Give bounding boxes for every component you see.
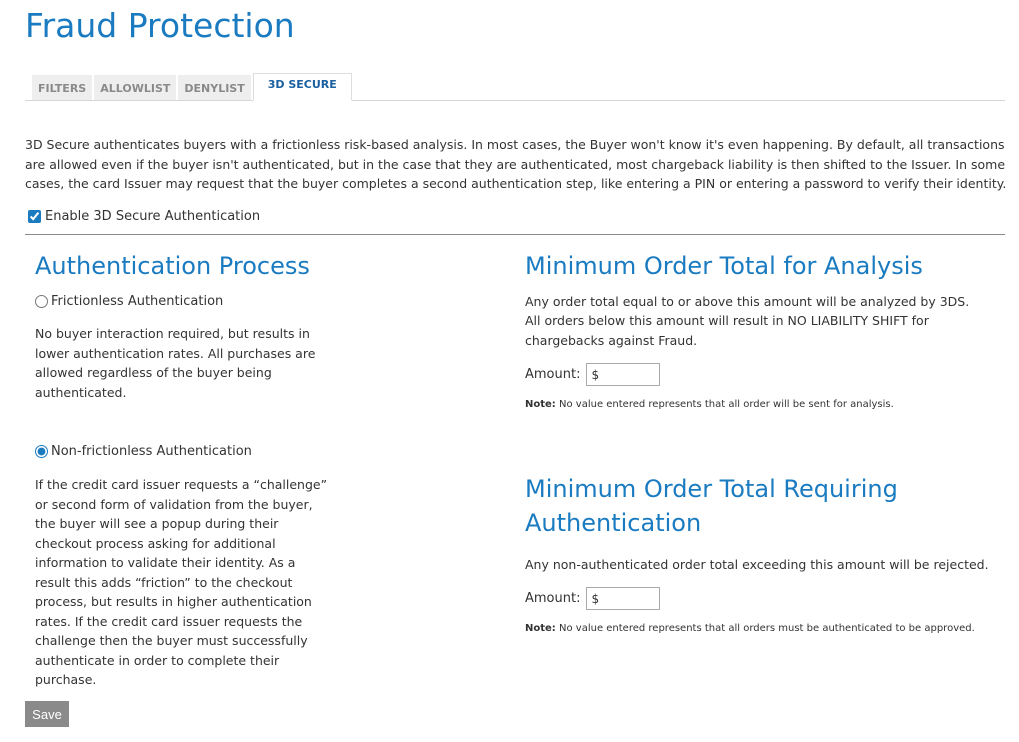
- section-divider: [25, 234, 1005, 235]
- currency-symbol: $: [591, 591, 600, 606]
- min-auth-amount-row: [525, 587, 660, 610]
- tab-filters[interactable]: FILTERS: [32, 75, 92, 101]
- min-auth-amount-input[interactable]: [599, 592, 657, 606]
- currency-symbol: $: [591, 367, 600, 382]
- tab-bar: [32, 73, 352, 101]
- frictionless-radio[interactable]: [35, 295, 48, 308]
- non-frictionless-description: If the credit card issuer requests a “challenge” or second form of validation from the buyer, the buyer will see a popup during their checkout process asking for additional information to validate their identity. As a result this adds “friction” to the checkout process, but results in higher authentication rates. If the credit card issuer requests the challenge then the buyer must successfully authenticate in order to complete their purchase.: [35, 477, 328, 687]
- min-analysis-line1: Any order total equal to or above this amount will be analyzed by 3DS.: [525, 294, 970, 309]
- enable-3ds-label: Enable 3D Secure Authentication: [45, 209, 261, 224]
- tab-allowlist[interactable]: ALLOWLIST: [94, 75, 176, 101]
- auth-process-heading: Authentication Process: [35, 252, 310, 280]
- page-title: Fraud Protection: [25, 6, 295, 45]
- min-auth-heading: Minimum Order Total Requiring Authentication: [525, 475, 898, 537]
- min-analysis-amount-row: [525, 363, 660, 386]
- min-auth-amount-label: Amount:: [525, 591, 581, 606]
- enable-3ds-row[interactable]: [28, 209, 260, 224]
- frictionless-description: No buyer interaction required, but results in lower authentication rates. All purchases are allowed regardless of the buyer being authenticated.: [35, 326, 316, 400]
- tab-divider: [25, 100, 1005, 101]
- min-auth-note-text: No value entered represents that all orders must be authenticated to be approved.: [559, 623, 975, 634]
- min-auth-note: [525, 623, 975, 634]
- frictionless-option[interactable]: [35, 294, 223, 309]
- tab-denylist[interactable]: DENYLIST: [178, 75, 250, 101]
- frictionless-label: Frictionless Authentication: [51, 294, 224, 309]
- min-analysis-note-text: No value entered represents that all order will be sent for analysis.: [559, 399, 894, 410]
- tab-3d-secure[interactable]: 3D SECURE: [253, 73, 352, 101]
- enable-3ds-checkbox[interactable]: [28, 210, 41, 223]
- min-analysis-note: [525, 399, 894, 410]
- note-label: Note:: [525, 623, 556, 634]
- min-analysis-amount-input[interactable]: [599, 368, 657, 382]
- non-frictionless-label: Non-frictionless Authentication: [51, 444, 252, 459]
- min-analysis-heading: Minimum Order Total for Analysis: [525, 252, 923, 280]
- min-auth-amount-field[interactable]: [586, 587, 660, 610]
- intro-description: 3D Secure authenticates buyers with a frictionless risk-based analysis. In most cases, the Buyer won't know it's even happening. By default, all transactions are allowed even if the buyer isn't authenticated, but in the case that they are authenticated, most chargeback liability is then shifted to the Issuer. In some cases, the card Issuer may request that the buyer completes a second authentication step, like entering a PIN or entering a password to verify their identity.: [25, 137, 1007, 192]
- note-label: Note:: [525, 399, 556, 410]
- min-analysis-amount-field[interactable]: [586, 363, 660, 386]
- save-button[interactable]: Save: [25, 701, 69, 727]
- non-frictionless-option[interactable]: [35, 444, 252, 459]
- min-analysis-line2: All orders below this amount will result in NO LIABILITY SHIFT for chargebacks against Fraud.: [525, 313, 929, 348]
- min-auth-line1: Any non-authenticated order total exceeding this amount will be rejected.: [525, 557, 989, 572]
- non-frictionless-radio[interactable]: [35, 445, 48, 458]
- min-analysis-amount-label: Amount:: [525, 367, 581, 382]
